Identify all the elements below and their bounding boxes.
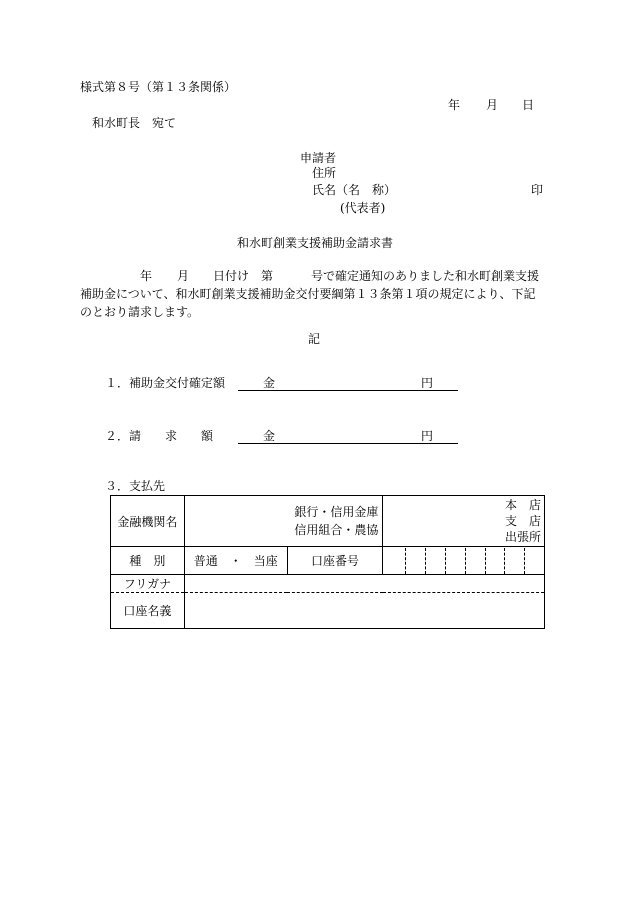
type-label-cell — [111, 547, 185, 575]
account-number-cell[interactable] — [383, 547, 545, 575]
account-name-row — [111, 593, 545, 629]
item-label-request-amount: ２．請 求 額 — [105, 429, 214, 443]
addressee: 和水町長 宛て — [92, 116, 177, 130]
account-number-digit-boxes — [405, 548, 544, 574]
branch-branch-office: 支 店 — [504, 514, 541, 528]
date-year-label: 年 — [448, 98, 461, 112]
applicant-name-label: 氏名（名 称） — [312, 183, 397, 197]
confirmed-amount-field[interactable] — [238, 377, 458, 391]
institution-label: 金融機関名 — [117, 514, 178, 529]
body-number-prefix: 第 — [261, 269, 274, 283]
account-digit-box[interactable] — [524, 548, 544, 574]
institution-label-cell — [111, 496, 185, 547]
account-name-label-cell — [111, 593, 185, 629]
confirmed-amount-suffix: 円 — [421, 376, 434, 390]
document-title: 和水町創業支援補助金請求書 — [237, 236, 394, 250]
request-amount-suffix: 円 — [421, 429, 434, 443]
account-name-label: 口座名義 — [123, 604, 172, 618]
account-digit-box[interactable] — [485, 548, 505, 574]
ki-heading: 記 — [308, 332, 321, 346]
institution-name-cell[interactable] — [184, 496, 383, 547]
payment-heading: ３．支払先 — [105, 479, 166, 493]
type-label: 種 別 — [129, 554, 166, 568]
furigana-label: フリガナ — [123, 577, 172, 591]
account-digit-box[interactable] — [445, 548, 465, 574]
furigana-input-cell[interactable] — [184, 575, 544, 593]
type-options-cell[interactable] — [184, 547, 287, 575]
date-day-label: 日 — [522, 98, 535, 112]
confirmed-amount-prefix: 金 — [263, 376, 276, 390]
bank-types-line2: 信用組合・農協 — [294, 523, 379, 537]
account-name-input-cell[interactable] — [184, 593, 544, 629]
branch-sub-office: 出張所 — [504, 530, 541, 544]
account-number-label: 口座番号 — [311, 554, 360, 568]
branch-cell[interactable] — [383, 496, 545, 547]
account-type-row — [111, 547, 545, 575]
account-digit-box[interactable] — [425, 548, 445, 574]
item-label-confirmed-amount: １．補助金交付確定額 — [105, 376, 226, 390]
applicant-heading: 申請者 — [300, 151, 337, 165]
account-number-label-cell — [287, 547, 383, 575]
body-line3: のとおり請求します。 — [80, 305, 200, 319]
account-digit-box[interactable] — [504, 548, 524, 574]
furigana-row — [111, 575, 545, 593]
body-line1: 号で確定通知のありました和水町創業支援 — [311, 269, 540, 283]
form-number: 様式第８号（第１３条関係） — [80, 80, 237, 94]
branch-main-office: 本 店 — [504, 498, 541, 512]
request-amount-prefix: 金 — [263, 429, 276, 443]
body-date-month: 月 — [177, 269, 190, 283]
applicant-address-label: 住所 — [312, 166, 337, 180]
seal-mark: 印 — [531, 183, 544, 197]
bank-types-line1: 銀行・信用金庫 — [294, 505, 379, 519]
account-digit-box[interactable] — [405, 548, 425, 574]
date-month-label: 月 — [486, 98, 499, 112]
body-line2: 補助金について、和水町創業支援補助金交付要綱第１３条第１項の規定により、下記 — [80, 287, 536, 301]
body-date-year: 年 — [140, 269, 153, 283]
institution-row — [111, 496, 545, 547]
type-options: 普通 ・ 当座 — [193, 554, 278, 568]
account-digit-box[interactable] — [465, 548, 485, 574]
representative-label: (代表者) — [340, 201, 386, 215]
furigana-label-cell — [111, 575, 185, 593]
body-date-suffix: 日付け — [213, 269, 250, 283]
request-amount-field[interactable] — [238, 430, 458, 444]
payment-table — [110, 495, 545, 629]
